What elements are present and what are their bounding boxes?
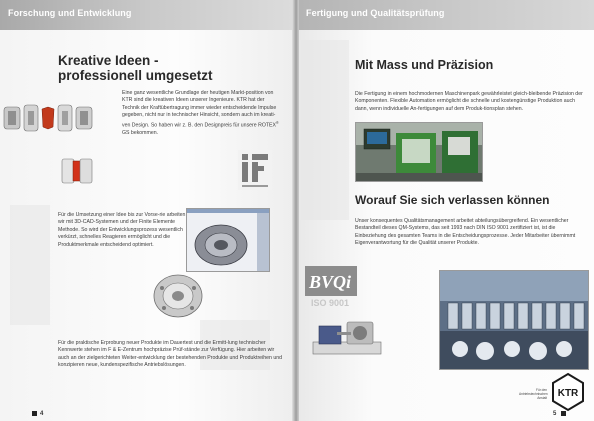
left-heading (58, 54, 213, 83)
rotex-coupling-photo (60, 155, 94, 187)
left-page-number: 4 (40, 411, 44, 417)
right-paragraph-1-text: Die Fertigung in einem hochmodernen Maschinenpark gewährleistet gleich-bleibende Präzision der Komponenten. Flexible Automation ermöglicht die schnelle und kostengünstige Produktion auch dann, wenn individuelle An-fertigungen auf dem Produk-tionsplan stehen. (355, 91, 583, 112)
ghost-machine-left-right (301, 40, 349, 220)
left-heading-line1: Kreative Ideen - (58, 53, 159, 68)
left-paragraph-2 (58, 212, 186, 249)
left-paragraph-3-text: Für die praktische Erprobung neuer Produkte im Dauertest und die Ermitt-lung technischer Kennwerte stehen im F & E-Zentrum hochpräzise Prüf-stände zur Verfügung. Hier arbeiten wir auch an der zielgerichteten Weiter-entwicklung der bestehenden Produkte und Produktreihen und konzipieren neue, kundenspezifische Antriebslösungen. (58, 340, 282, 369)
right-header-title: Fertigung und Qualitätsprüfung (306, 8, 445, 18)
svg-text:KTR: KTR (557, 388, 579, 399)
bvqi-logo-mark (305, 266, 357, 296)
if-design-award-logo (238, 150, 272, 190)
left-header-band (0, 0, 294, 30)
right-page (299, 0, 594, 421)
measuring-device-illustration (311, 312, 383, 360)
if-logo-mark (238, 150, 272, 190)
coupling-exploded-photo (2, 93, 94, 143)
left-page (0, 0, 294, 421)
iso-9001-label: ISO 9001 (311, 298, 350, 308)
right-paragraph-2-text: Unser konsequentes Qualitätsmanagement arbeitet abteilungsübergreifend. Ein wesentlicher Bestandteil dieses QM-Systems, das seit 1993 nach DIN ISO 9001 zertifiziert ist, ist die Einbeziehung des gesamten Teams in die Entscheidungsprozesse. Jeder Mitarbeiter übernimmt Eigenverantwortung für die Qualität unserer Produkte. (355, 218, 576, 247)
right-heading-1: Mit Mass und Präzision (355, 58, 494, 72)
production-line-illustration (440, 271, 589, 370)
left-paragraph-1-end: GS bekommen. (122, 129, 159, 136)
machine-park-photo (355, 122, 483, 182)
left-paragraph-1-text: Eine ganz wesentliche Grundlage der heutigen Markt-position von KTR sind die kreativen Ideen unserer Ingenieure. KTR hat der Technik der Kraftübertragung immer wieder entscheidende Impulse gegeben, nicht nur in technischer Hinsicht, sondern auch im kreati-ven Design. So haben wir z. B. den Designpreis für unsere ROTEX (122, 90, 277, 129)
right-header-band (299, 0, 594, 30)
housing-part-photo (152, 270, 204, 320)
registered-mark: ® (275, 120, 279, 125)
ghost-machine-left (10, 205, 50, 325)
machine-park-illustration (356, 123, 483, 182)
ktr-tagline: Für den Antriebstechnischen Anstalt (519, 388, 548, 400)
right-paragraph-1 (355, 91, 585, 113)
right-page-number: 5 (553, 411, 557, 417)
rotex-coupling-illustration (60, 155, 94, 187)
left-page-number-marker (32, 411, 37, 416)
production-line-photo (439, 270, 589, 370)
left-paragraph-2-text: Für die Umsetzung einer Idee bis zur Vorse-rie arbeiten wir mit 3D-CAD-Systemen und der Finite Elemente Methode. So wird der Entwicklungsprozess wesentlich verkürzt, schnelles Reagieren ermöglicht und die Produktmerkmale entscheidend optimiert. (58, 212, 186, 248)
coupling-parts-illustration (2, 93, 94, 143)
ktr-logo (551, 372, 585, 412)
housing-part-illustration (152, 270, 204, 320)
bvqi-certification-logo (305, 266, 357, 296)
left-heading-line2: professionell umgesetzt (58, 67, 213, 83)
right-paragraph-2 (355, 218, 585, 248)
ktr-logo-mark (551, 372, 585, 412)
svg-text:BVQi: BVQi (309, 272, 352, 292)
cad-housing-render (187, 209, 270, 272)
measuring-device-photo (311, 312, 383, 360)
right-page-number-marker (561, 411, 566, 416)
left-paragraph-1 (122, 90, 282, 137)
cad-screen-photo (186, 208, 270, 272)
right-heading-2: Worauf Sie sich verlassen können (355, 193, 550, 207)
left-paragraph-3 (58, 340, 283, 370)
left-header-title: Forschung und Entwicklung (8, 8, 132, 18)
